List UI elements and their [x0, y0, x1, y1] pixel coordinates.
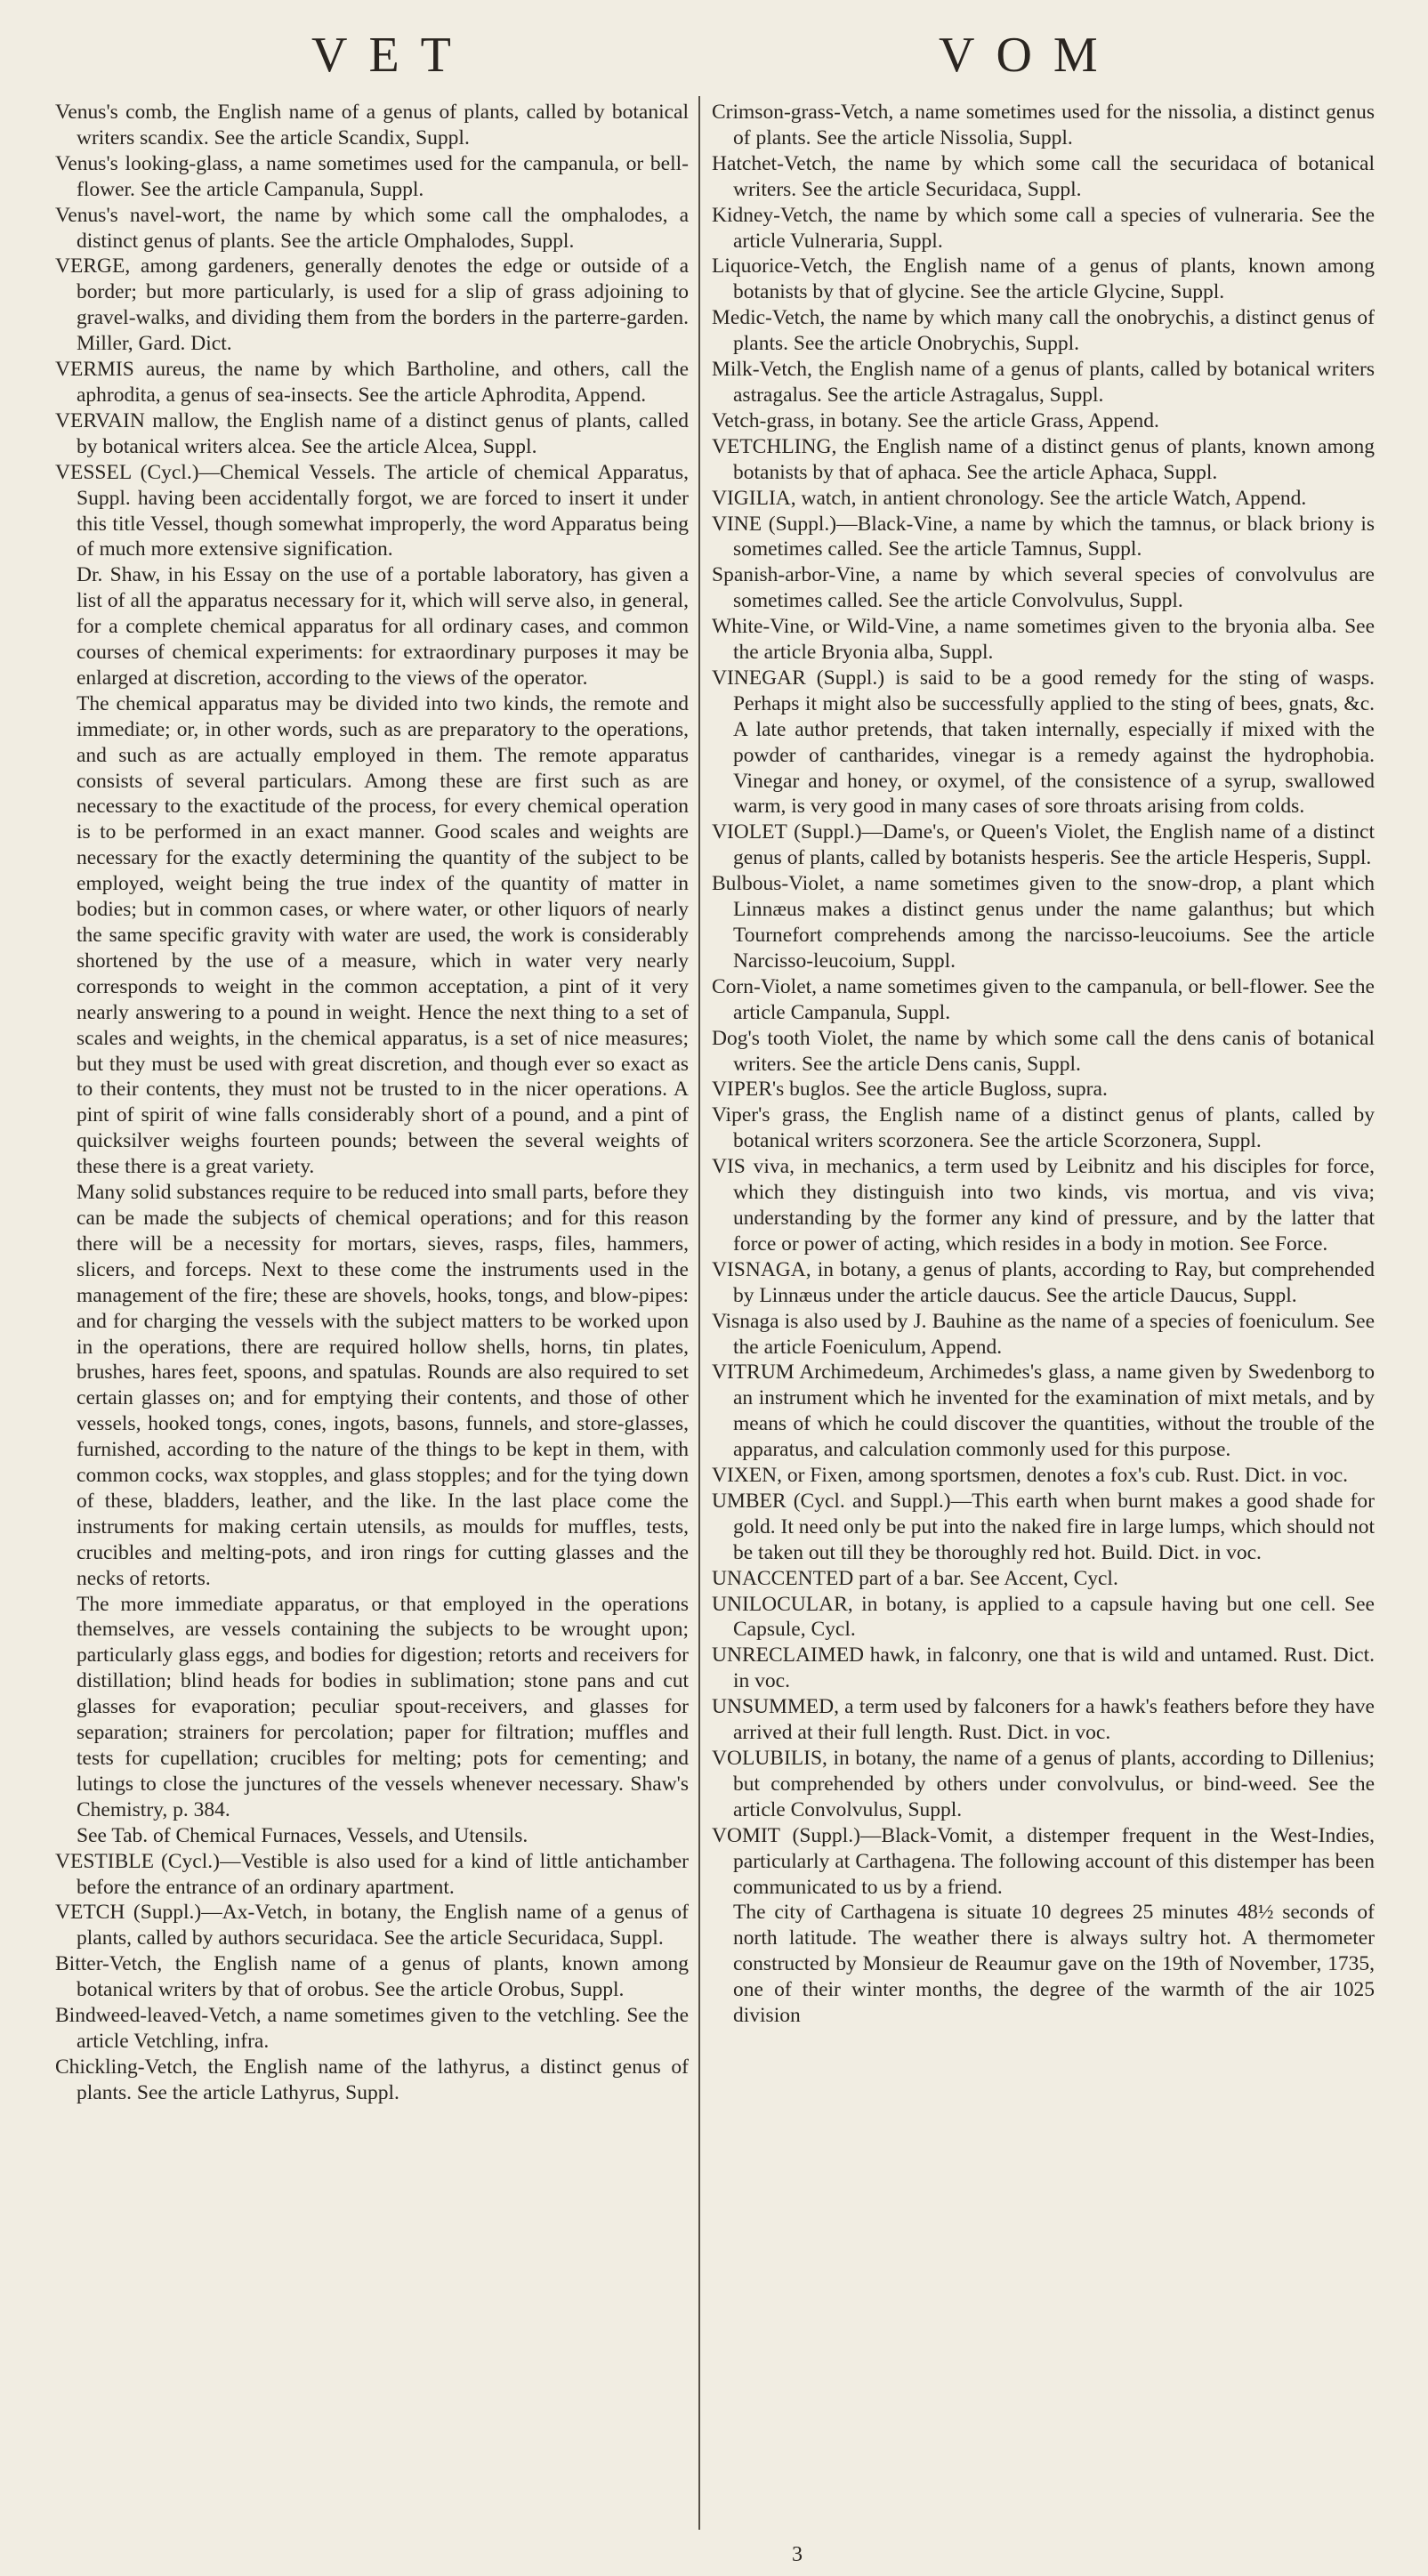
entry-vipers-grass: Viper's grass, the English name of a distinct genus of plants, called by botanical writers scorzonera. See the article Scorzonera, Suppl.	[712, 1103, 1375, 1153]
entry-vigilia: VIGILIA, watch, in antient chronology. See the article Watch, Append.	[712, 486, 1307, 510]
header-left-word: VET	[311, 28, 472, 83]
entry-vetch: VETCH (Suppl.)—Ax-Vetch, in botany, the English name of a genus of plants, called by authors securidaca. See the article Securidaca, Suppl.	[55, 1901, 689, 1950]
entry-bindweed-leaved-vetch: Bindweed-leaved-Vetch, a name sometimes given to the vetchling. See the article Vetchling, infra.	[55, 2004, 689, 2053]
column-divider	[698, 96, 700, 2530]
entry-milk-vetch: Milk-Vetch, the English name of a genus of plants, called by botanical writers astragalus. See the article Astragalus, Suppl.	[712, 358, 1375, 407]
entry-vis-viva: VIS viva, in mechanics, a term used by Leibnitz and his disciples for force, which they distinguish into two kinds, vis mortua, and vis viva; understanding by the former any kind of pressure, and by the latter that force or power of acting, which resides in a body in motion. See Force.	[712, 1155, 1375, 1256]
entry-venus-looking-glass: Venus's looking-glass, a name sometimes used for the campanula, or bell-flower. See the article Campanula, Suppl.	[55, 151, 689, 201]
entry-vinegar: VINEGAR (Suppl.) is said to be a good remedy for the sting of wasps. Perhaps it might also be successfully applied to the sting of bees, gnats, &c. A late author pretends, that taken internally, especially if mixed with the powder of cantharides, vinegar is a remedy against the hydrophobia. Vinegar and honey, or oxymel, of the consistence of a syrup, swallowed warm, is very good in many cases of sore throats arising from colds.	[712, 666, 1375, 819]
entry-vipers-buglos: VIPER's buglos. See the article Bugloss, supra.	[712, 1078, 1108, 1102]
entry-spanish-arbor-vine: Spanish-arbor-Vine, a name by which several species of convolvulus are sometimes called. See the article Convolvulus, Suppl.	[712, 563, 1375, 613]
entry-vetchling: VETCHLING, the English name of a distinct genus of plants, known among botanists by that of aphaca. See the article Aphaca, Suppl.	[712, 434, 1375, 484]
entry-vermis: VERMIS aureus, the name by which Bartholine, and others, call the aphrodita, a genus of sea-insects. See the article Aphrodita, Append.	[55, 358, 689, 407]
entry-violet: VIOLET (Suppl.)—Dame's, or Queen's Violet, the English name of a distinct genus of plants, called by botanists hesperis. See the article Hesperis, Suppl.	[712, 820, 1375, 870]
entry-vitrum: VITRUM Archimedeum, Archimedes's glass, a name given by Swedenborg to an instrument which he invented for the examination of mixt metals, and by means of which he could discover the quantities, without the trouble of the apparatus, and calculation commonly used for this purpose.	[712, 1361, 1375, 1462]
entry-unreclaimed: UNRECLAIMED hawk, in falconry, one that is wild and untamed. Rust. Dict. in voc.	[712, 1643, 1375, 1693]
entry-medic-vetch: Medic-Vetch, the name by which many call the onobrychis, a distinct genus of plants. See the article Onobrychis, Suppl.	[712, 306, 1375, 356]
entry-vessel: VESSEL (Cycl.)—Chemical Vessels. The article of chemical Apparatus, Suppl. having been accidentally forgot, we are forced to insert it under this title Vessel, though somewhat improperly, the word Apparatus being of much more extensive signification.	[55, 460, 689, 561]
paragraph-remote-apparatus: The chemical apparatus may be divided into two kinds, the remote and immediate; or, in other words, such as are preparatory to the operations, and such as are actually employed in them. The remote apparatus consists of several particulars. Among these are first such as are necessary to the exactitude of the process, for every chemical operation is to be performed in an exact manner. Good scales and weights are necessary for the exactly determining the quantity of the subject to be employed, weight being the true index of the quantity of matter in bodies; but in common cases, or where water, or other liquors of nearly the same specific gravity with water are used, the work is considerably shortened by the use of a measure, which in water very nearly corresponds to weight in the common acceptation, a pint of it very nearly answering to a pound in weight. Hence the next thing to a set of scales and weights, in the chemical apparatus, is a set of nice measures; but they must be used with great discretion, and though ever so exact as to their contents, they must not be trusted to in the nicer operations. A pint of spirit of wine falls considerably short of a pound, and a pint of quicksilver weighs fourteen pounds; between the several weights of these there is a great variety.	[77, 691, 689, 1179]
entry-hatchet-vetch: Hatchet-Vetch, the name by which some call the securidaca of botanical writers. See the article Securidaca, Suppl.	[712, 151, 1375, 201]
entry-vine: VINE (Suppl.)—Black-Vine, a name by which the tamnus, or black briony is sometimes called. See the article Tamnus, Suppl.	[712, 512, 1375, 561]
entry-venus-comb: Venus's comb, the English name of a genus of plants, called by botanical writers scandix. See the article Scandix, Suppl.	[55, 101, 689, 149]
paragraph-immediate-apparatus: The more immediate apparatus, or that employed in the operations themselves, are vessels containing the subjects to be wrought upon; particularly glass eggs, and bodies for digestion; retorts and receivers for distillation; blind heads for bodies in sublimation; stone pans and cut glasses for evaporation; peculiar spout-receivers, and glasses for separation; strainers for percolation; paper for filtration; muffles and tests for cupellation; crucibles for melting; pots for cementing; and lutings to close the junctures of the vessels whenever necessary. Shaw's Chemistry, p. 384.	[77, 1592, 689, 1821]
page-number: 3	[792, 2543, 803, 2566]
entry-visnaga: VISNAGA, in botany, a genus of plants, according to Ray, but comprehended by Linnæus under the article daucus. See the article Daucus, Suppl.	[712, 1257, 1375, 1307]
entry-vervain: VERVAIN mallow, the English name of a distinct genus of plants, called by botanical writers alcea. See the article Alcea, Suppl.	[55, 408, 689, 458]
entry-bitter-vetch: Bitter-Vetch, the English name of a genus of plants, known among botanical writers by that of orobus. See the article Orobus, Suppl.	[55, 1952, 689, 2002]
paragraph-solid-substances: Many solid substances require to be reduced into small parts, before they can be made the subjects of chemical operations; and for this reason there will be a necessity for mortars, sieves, rasps, files, hammers, slicers, and forceps. Next to these come the instruments used in the management of the fire; these are shovels, hooks, tongs, and blow-pipes: and for charging the vessels with the subject matters to be worked upon in the operations, there are required hollow shells, horns, tin plates, brushes, hares feet, spoons, and spatulas. Rounds are also required to set certain glasses on; and for emptying their contents, and those of other vessels, hooked tongs, cones, ingots, basons, funnels, and store-glasses, furnished, according to the nature of the things to be kept in them, with common cocks, wax stopples, and glass stopples; and for the tying down of these, bladders, leather, and the like. In the last place come the instruments for making certain utensils, as moulds for muffles, tests, crucibles and melting-pots, and iron rings for cutting glasses and the necks of retorts.	[77, 1181, 689, 1590]
left-column	[55, 100, 689, 2106]
entry-liquorice-vetch: Liquorice-Vetch, the English name of a genus of plants, known among botanists by that of glycine. See the article Glycine, Suppl.	[712, 254, 1375, 304]
entry-visnaga-bauhine: Visnaga is also used by J. Bauhine as the name of a species of foeniculum. See the article Foeniculum, Append.	[712, 1309, 1375, 1359]
entry-verge: VERGE, among gardeners, generally denotes the edge or outside of a border; but more particularly, is used for a slip of grass adjoining to gravel-walks, and dividing them from the borders in the parterre-garden. Miller, Gard. Dict.	[55, 254, 689, 356]
entry-vomit: VOMIT (Suppl.)—Black-Vomit, a distemper frequent in the West-Indies, particularly at Carthagena. The following account of this distemper has been communicated to us by a friend.	[712, 1823, 1375, 1899]
entry-chickling-vetch: Chickling-Vetch, the English name of the lathyrus, a distinct genus of plants. See the article Lathyrus, Suppl.	[55, 2055, 689, 2104]
entry-vestible: VESTIBLE (Cycl.)—Vestible is also used for a kind of little antichamber before the entrance of an ordinary apartment.	[55, 1849, 689, 1899]
header-right-word: VOM	[939, 28, 1119, 83]
entry-dogs-tooth-violet: Dog's tooth Violet, the name by which some call the dens canis of botanical writers. See the article Dens canis, Suppl.	[712, 1026, 1375, 1076]
entry-umber: UMBER (Cycl. and Suppl.)—This earth when burnt makes a good shade for gold. It need only be put into the naked fire in large lumps, which should not be taken out till they be thoroughly red hot. Build. Dict. in voc.	[712, 1489, 1375, 1564]
entry-kidney-vetch: Kidney-Vetch, the name by which some call a species of vulneraria. See the article Vulneraria, Suppl.	[712, 203, 1375, 253]
paragraph-carthagena: The city of Carthagena is situate 10 degrees 25 minutes 48½ seconds of north latitude. The weather there is always sultry hot. A thermometer constructed by Monsieur de Reaumur gave on the 19th of November, 1735, one of their winter months, the degree of the warmth of the air 1025 division	[733, 1901, 1375, 2028]
entry-corn-violet: Corn-Violet, a name sometimes given to the campanula, or bell-flower. See the article Campanula, Suppl.	[712, 974, 1375, 1024]
paragraph-see-tab: See Tab. of Chemical Furnaces, Vessels, and Utensils.	[77, 1823, 528, 1847]
entry-crimson-grass-vetch: Crimson-grass-Vetch, a name sometimes used for the nissolia, a distinct genus of plants. See the article Nissolia, Suppl.	[712, 101, 1375, 149]
entry-vetch-grass: Vetch-grass, in botany. See the article Grass, Append.	[712, 408, 1159, 432]
entry-white-vine: White-Vine, or Wild-Vine, a name sometimes given to the bryonia alba. See the article Bryonia alba, Suppl.	[712, 615, 1375, 665]
entry-unsummed: UNSUMMED, a term used by falconers for a hawk's feathers before they have arrived at their full length. Rust. Dict. in voc.	[712, 1695, 1375, 1745]
entry-unilocular: UNILOCULAR, in botany, is applied to a capsule having but one cell. See Capsule, Cycl.	[712, 1592, 1375, 1642]
entry-vixen: VIXEN, or Fixen, among sportsmen, denotes a fox's cub. Rust. Dict. in voc.	[712, 1464, 1349, 1488]
entry-bulbous-violet: Bulbous-Violet, a name sometimes given to the snow-drop, a plant which Linnæus makes a distinct genus under the name galanthus; but which Tournefort comprehends among the narcisso-leucoiums. See the article Narcisso-leucoium, Suppl.	[712, 872, 1375, 973]
right-column	[712, 100, 1375, 2029]
entry-venus-navel-wort: Venus's navel-wort, the name by which some call the omphalodes, a distinct genus of plants. See the article Omphalodes, Suppl.	[55, 203, 689, 253]
paragraph-dr-shaw: Dr. Shaw, in his Essay on the use of a portable laboratory, has given a list of all the apparatus necessary for it, which will serve also, in general, for a complete chemical apparatus for all ordinary cases, and common courses of chemical experiments: for extraordinary purposes it may be enlarged at discretion, according to the views of the operator.	[77, 563, 689, 690]
entry-unaccented: UNACCENTED part of a bar. See Accent, Cycl.	[712, 1566, 1118, 1590]
running-header	[0, 27, 1428, 89]
entry-volubilis: VOLUBILIS, in botany, the name of a genus of plants, according to Dillenius; but comprehended by others under convolvulus, or bind-weed. See the article Convolvulus, Suppl.	[712, 1747, 1375, 1821]
